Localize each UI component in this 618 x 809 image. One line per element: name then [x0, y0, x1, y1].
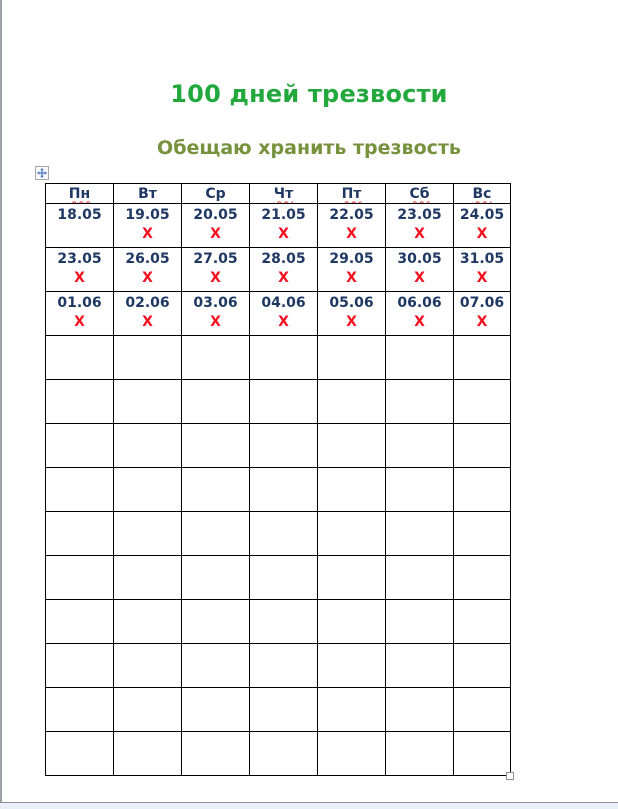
empty-day-cell[interactable]	[386, 424, 454, 468]
day-cell[interactable]	[318, 248, 386, 292]
empty-day-cell[interactable]	[182, 512, 250, 556]
day-cell[interactable]	[114, 292, 182, 336]
date-label: 27.05	[193, 251, 238, 267]
sobriety-tracker-table	[45, 183, 511, 776]
empty-day-cell[interactable]	[182, 336, 250, 380]
date-label: 22.05	[329, 207, 374, 223]
empty-day-cell[interactable]	[386, 556, 454, 600]
date-label: 28.05	[261, 251, 306, 267]
x-mark: X	[346, 226, 357, 242]
empty-day-cell[interactable]	[114, 336, 182, 380]
empty-day-cell[interactable]	[114, 556, 182, 600]
x-mark: X	[346, 270, 357, 286]
empty-day-cell[interactable]	[318, 600, 386, 644]
empty-day-cell[interactable]	[250, 380, 318, 424]
day-cell[interactable]	[182, 292, 250, 336]
empty-day-cell[interactable]	[114, 380, 182, 424]
empty-day-cell[interactable]	[318, 512, 386, 556]
empty-day-cell[interactable]	[386, 644, 454, 688]
x-mark: X	[346, 314, 357, 330]
empty-day-cell[interactable]	[318, 732, 386, 776]
weekday-label: Чт	[273, 185, 294, 202]
date-rows	[46, 204, 511, 336]
weekday-header-cell[interactable]	[454, 184, 511, 204]
day-cell[interactable]	[46, 292, 114, 336]
day-cell[interactable]	[250, 248, 318, 292]
empty-day-cell[interactable]	[250, 600, 318, 644]
empty-day-cell[interactable]	[318, 380, 386, 424]
empty-day-cell[interactable]	[114, 512, 182, 556]
empty-day-cell[interactable]	[114, 424, 182, 468]
day-cell[interactable]	[386, 292, 454, 336]
weekday-header-cell[interactable]	[46, 184, 114, 204]
x-mark: X	[142, 314, 153, 330]
empty-day-cell[interactable]	[182, 732, 250, 776]
empty-day-cell[interactable]	[454, 556, 511, 600]
x-mark: X	[74, 314, 85, 330]
empty-day-cell[interactable]	[46, 380, 114, 424]
weekday-header-cell[interactable]	[250, 184, 318, 204]
empty-day-cell[interactable]	[386, 600, 454, 644]
empty-day-cell[interactable]	[318, 424, 386, 468]
date-label: 01.06	[57, 295, 102, 311]
document-title: 100 дней трезвости	[170, 80, 448, 108]
day-cell[interactable]	[114, 204, 182, 248]
empty-week-row	[46, 424, 511, 468]
x-mark: X	[74, 270, 85, 286]
date-label: 20.05	[193, 207, 238, 223]
date-label: 03.06	[193, 295, 238, 311]
date-label: 26.05	[125, 251, 170, 267]
empty-day-cell[interactable]	[318, 644, 386, 688]
date-label: 23.05	[57, 251, 102, 267]
empty-day-cell[interactable]	[182, 556, 250, 600]
empty-week-row	[46, 556, 511, 600]
date-label: 07.06	[459, 295, 505, 311]
date-label: 18.05	[57, 207, 102, 223]
empty-day-cell[interactable]	[250, 424, 318, 468]
day-cell[interactable]	[114, 248, 182, 292]
tracker-empty-rows	[46, 336, 511, 776]
date-label: 06.06	[397, 295, 442, 311]
empty-day-cell[interactable]	[114, 688, 182, 732]
week-row	[46, 292, 511, 336]
day-cell[interactable]	[46, 204, 114, 248]
week-row	[46, 204, 511, 248]
weekday-label: Пт	[341, 185, 362, 202]
empty-week-row	[46, 732, 511, 776]
empty-day-cell[interactable]	[318, 556, 386, 600]
window-bottom-bar	[0, 802, 618, 809]
day-cell[interactable]	[318, 204, 386, 248]
four-way-arrow-icon	[37, 168, 47, 178]
x-mark: X	[210, 270, 221, 286]
document-subtitle: Обещаю хранить трезвость	[157, 137, 461, 159]
empty-day-cell[interactable]	[318, 468, 386, 512]
x-mark: X	[414, 270, 425, 286]
day-cell[interactable]	[250, 292, 318, 336]
empty-week-row	[46, 688, 511, 732]
empty-week-row	[46, 600, 511, 644]
empty-day-cell[interactable]	[386, 336, 454, 380]
empty-day-cell[interactable]	[250, 732, 318, 776]
day-cell[interactable]	[454, 248, 511, 292]
x-mark	[46, 225, 113, 243]
empty-day-cell[interactable]	[182, 468, 250, 512]
weekday-label: Пн	[68, 185, 91, 202]
empty-day-cell[interactable]	[250, 644, 318, 688]
date-label: 24.05	[459, 207, 505, 223]
empty-day-cell[interactable]	[250, 468, 318, 512]
empty-day-cell[interactable]	[454, 512, 511, 556]
weekday-header-cell[interactable]	[114, 184, 182, 204]
day-cell[interactable]	[386, 248, 454, 292]
x-mark: X	[278, 314, 289, 330]
date-label: 30.05	[397, 251, 442, 267]
empty-week-row	[46, 512, 511, 556]
empty-day-cell[interactable]	[46, 556, 114, 600]
x-mark: X	[278, 226, 289, 242]
date-label: 04.06	[261, 295, 306, 311]
day-cell[interactable]	[182, 204, 250, 248]
empty-day-cell[interactable]	[182, 600, 250, 644]
empty-day-cell[interactable]	[386, 732, 454, 776]
empty-day-cell[interactable]	[454, 600, 511, 644]
empty-day-cell[interactable]	[114, 468, 182, 512]
date-label: 05.06	[329, 295, 374, 311]
empty-day-cell[interactable]	[386, 468, 454, 512]
empty-week-row	[46, 468, 511, 512]
weekday-header-row	[46, 184, 511, 204]
empty-day-cell[interactable]	[454, 688, 511, 732]
empty-day-cell[interactable]	[250, 556, 318, 600]
empty-day-cell[interactable]	[46, 732, 114, 776]
empty-day-cell[interactable]	[46, 468, 114, 512]
empty-day-cell[interactable]	[114, 732, 182, 776]
day-cell[interactable]	[454, 204, 511, 248]
weekday-label: Вс	[472, 185, 492, 202]
date-label: 19.05	[125, 207, 170, 223]
date-label: 31.05	[459, 251, 505, 267]
weekday-label: Сб	[409, 185, 430, 202]
empty-day-cell[interactable]	[454, 424, 511, 468]
empty-week-row	[46, 336, 511, 380]
empty-day-cell[interactable]	[46, 644, 114, 688]
x-mark: X	[476, 270, 488, 286]
weekday-header-cell[interactable]	[182, 184, 250, 204]
empty-day-cell[interactable]	[46, 512, 114, 556]
x-mark: X	[476, 314, 488, 330]
weekday-label: Вт	[138, 185, 157, 202]
empty-day-cell[interactable]	[46, 336, 114, 380]
empty-day-cell[interactable]	[250, 512, 318, 556]
day-cell[interactable]	[182, 248, 250, 292]
page-left-edge	[0, 0, 2, 803]
empty-day-cell[interactable]	[114, 600, 182, 644]
weekday-label: Ср	[205, 185, 226, 202]
empty-day-cell[interactable]	[182, 688, 250, 732]
x-mark: X	[476, 226, 488, 242]
empty-day-cell[interactable]	[46, 688, 114, 732]
date-label: 23.05	[397, 207, 442, 223]
day-cell[interactable]	[386, 204, 454, 248]
empty-day-cell[interactable]	[454, 336, 511, 380]
x-mark: X	[210, 226, 221, 242]
empty-day-cell[interactable]	[386, 512, 454, 556]
empty-week-row	[46, 380, 511, 424]
empty-day-cell[interactable]	[454, 468, 511, 512]
date-label: 21.05	[261, 207, 306, 223]
empty-day-cell[interactable]	[318, 688, 386, 732]
weekday-header-cell[interactable]	[318, 184, 386, 204]
weekday-header-cell[interactable]	[386, 184, 454, 204]
empty-day-cell[interactable]	[250, 688, 318, 732]
date-label: 29.05	[329, 251, 374, 267]
table-resize-handle[interactable]	[506, 772, 514, 780]
empty-day-cell[interactable]	[182, 644, 250, 688]
empty-day-cell[interactable]	[46, 600, 114, 644]
empty-day-cell[interactable]	[386, 688, 454, 732]
empty-day-cell[interactable]	[182, 424, 250, 468]
day-cell[interactable]	[250, 204, 318, 248]
day-cell[interactable]	[318, 292, 386, 336]
empty-week-row	[46, 644, 511, 688]
week-row	[46, 248, 511, 292]
empty-day-cell[interactable]	[114, 644, 182, 688]
date-label: 02.06	[125, 295, 170, 311]
x-mark: X	[142, 226, 153, 242]
empty-day-cell[interactable]	[454, 380, 511, 424]
x-mark: X	[278, 270, 289, 286]
x-mark: X	[414, 314, 425, 330]
empty-day-cell[interactable]	[46, 424, 114, 468]
empty-day-cell[interactable]	[318, 336, 386, 380]
x-mark: X	[142, 270, 153, 286]
day-cell[interactable]	[454, 292, 511, 336]
empty-day-cell[interactable]	[386, 380, 454, 424]
day-cell[interactable]	[46, 248, 114, 292]
empty-day-cell[interactable]	[454, 644, 511, 688]
empty-day-cell[interactable]	[250, 336, 318, 380]
table-move-handle[interactable]	[35, 166, 49, 180]
empty-day-cell[interactable]	[454, 732, 511, 776]
x-mark: X	[210, 314, 221, 330]
empty-day-cell[interactable]	[182, 380, 250, 424]
x-mark: X	[414, 226, 425, 242]
